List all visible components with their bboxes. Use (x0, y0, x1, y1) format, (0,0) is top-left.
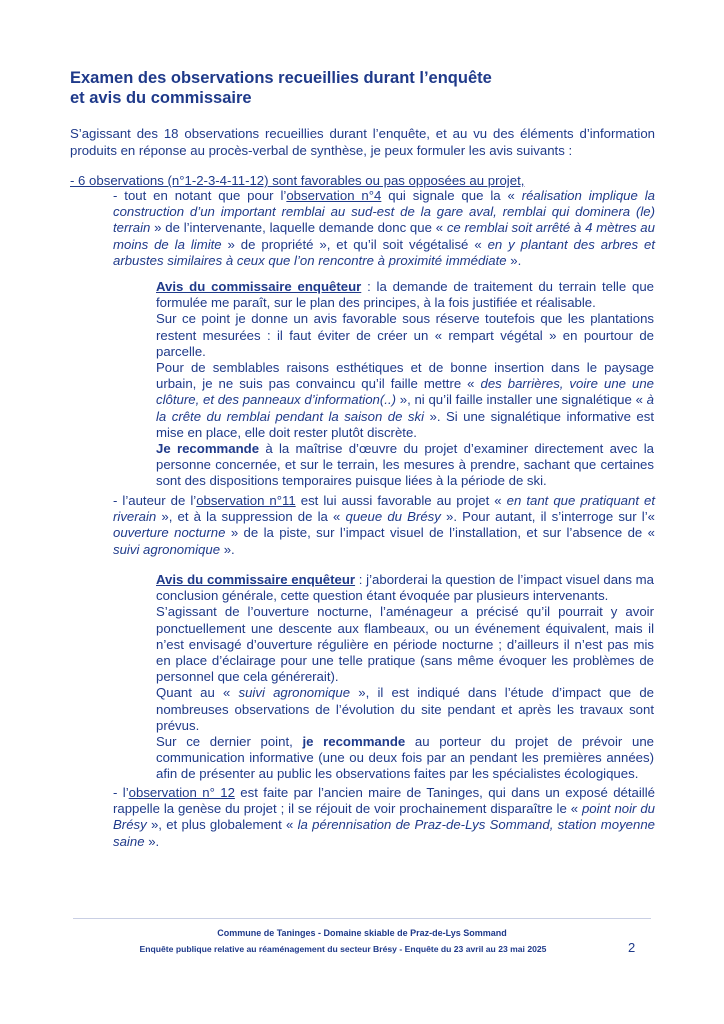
text: ». Si une signalétique informative est mise en place, elle doit rester plutôt discrète. (156, 408, 655, 440)
observation-4-ref: observation n°4 (286, 188, 382, 203)
text: ». (220, 541, 235, 557)
text: ». (144, 833, 160, 849)
text: est faite par l’ancien maire de Taninges, qui dans un exposé détaillé rappelle la genèse du projet ; il se réjouit de voir prochainement disparaître le « (113, 785, 655, 817)
quote: suivi agronomique (238, 685, 351, 701)
text: » de l’intervenante, laquelle demande donc que « (150, 220, 447, 236)
quote: point noir du Brésy (113, 801, 655, 833)
text: - l’ (113, 785, 129, 800)
text: ». Pour autant, il s’interroge sur l’« (440, 509, 655, 525)
text: qui signale que la « (381, 188, 522, 203)
text: Sur ce dernier point, (156, 734, 303, 750)
avis-1-paragraph-2: Sur ce point je donne un avis favorable sous réserve toutefois que les plantations restent mesurées : il faut éviter de créer un « rempart végétal » en pourtour de parcelle. (156, 311, 654, 359)
observation-12-ref: observation n° 12 (128, 785, 235, 800)
text: ». (506, 252, 522, 268)
quote: réalisation implique la construction d’un important remblai au sud-est de la gare aval, remblai qui dominera (le) terrain (113, 188, 655, 236)
avis-2-paragraph-2: S’agissant de l’ouverture nocturne, l’aménageur a précisé qu’il pourrait y avoir ponctuellement une descente aux flambeaux, ou un événement équivalent, mais il n’est envisagé d’ouverture régulière en période nocturne ; d’ailleurs il n’est pas mis en place d’éclairage pour une telle pratique (sans même évoquer les problèmes de personnel que cela générerait). (156, 604, 654, 685)
footer-commune: Commune de Taninges - Domaine skiable de Praz-de-Lys Sommand (217, 928, 507, 938)
text: : la demande de traitement du terrain telle que formulée me paraît, sur le plan des principes, à la fois justifiée et réalisable. (156, 279, 654, 311)
observation-4-paragraph (113, 188, 655, 269)
footer-enquete: Enquête publique relative au réaménagement du secteur Brésy - Enquête du 23 avril au 23 mai 2025 (139, 944, 547, 954)
text: », ni qu’il faille installer une signalétique « (396, 392, 647, 408)
observation-11-paragraph (113, 493, 655, 558)
text: » de propriété », et qu’il soit végétalisé « (221, 236, 488, 252)
text: », il est indiqué dans l’étude d’impact que de nombreuses observations de l’évolution du site pendant et après les travaux sont prévus. (156, 685, 654, 733)
quote: en tant que pratiquant et riverain (113, 493, 656, 525)
quote: queue du Brésy (345, 509, 441, 525)
text: », et plus globalement « (146, 817, 298, 833)
page-number: 2 (628, 940, 636, 955)
page-title (70, 68, 670, 108)
observation-11-ref: observation n°11 (196, 493, 296, 508)
quote: des barrières, voire une une clôture, et des panneaux d’information(..) (156, 376, 654, 408)
text: au porteur du projet de prévoir une communication informative (une ou deux fois par an pendant les premières années) afin de présenter au public les observations faites par les spécialistes écologiques. (156, 734, 655, 782)
text: Pour de semblables raisons esthétiques et de bonne insertion dans le paysage urbain, je ne suis pas convaincu qu’il faille mettre « (156, 360, 654, 392)
footer-divider (73, 918, 651, 919)
quote: ouverture nocturne (113, 525, 226, 541)
text: est lui aussi favorable au projet « (295, 493, 507, 508)
recommendation-label: Je recommande (156, 441, 260, 457)
quote: en y plantant des arbres et arbustes similaires à ceux que l’on rencontre à proximité immédiate (113, 236, 656, 268)
recommendation-label: je recommande (302, 734, 406, 750)
quote: ce remblai soit arrêté à 4 mètres au moins de la limite (113, 220, 655, 252)
text: » de la piste, sur l’impact visuel de l’installation, et sur l’absence de « (225, 525, 655, 541)
avis-label: Avis du commissaire enquêteur (156, 279, 362, 294)
text: : j’aborderai la question de l’impact visuel dans ma conclusion générale, cette question étant évoquée par plusieurs intervenants. (156, 572, 655, 604)
intro-paragraph: S’agissant des 18 observations recueillies durant l’enquête, et au vu des éléments d’information produits en réponse au procès-verbal de synthèse, je peux formuler les avis suivants : (70, 126, 655, 158)
text: », et à la suppression de la « (156, 509, 346, 525)
title-line-2: et avis du commissaire (70, 89, 252, 107)
avis-label: Avis du commissaire enquêteur (156, 572, 356, 587)
quote: à la crête du remblai pendant la saison de ski (156, 392, 654, 424)
avis-commissaire-1 (156, 279, 654, 490)
text: - l’auteur de l’ (113, 493, 197, 508)
quote: suivi agronomique (113, 541, 221, 557)
text: Quant au « (156, 685, 239, 701)
section-heading: - 6 observations (n°1-2-3-4-11-12) sont favorables ou pas opposées au projet, (70, 173, 525, 188)
observation-12-paragraph (113, 785, 655, 850)
quote: la pérennisation de Praz-de-Lys Sommand, station moyenne saine (113, 817, 655, 849)
title-line-1: Examen des observations recueillies durant l’enquête (70, 69, 492, 87)
avis-commissaire-2 (156, 572, 654, 783)
text: à la maîtrise d’œuvre du projet d’examiner directement avec la personne concernée, et sur le terrain, les mesures à prendre, sachant que certaines sont des dispositions temporaires puisque liées à la période de ski. (156, 441, 654, 489)
text: - tout en notant que pour l’ (113, 188, 287, 203)
